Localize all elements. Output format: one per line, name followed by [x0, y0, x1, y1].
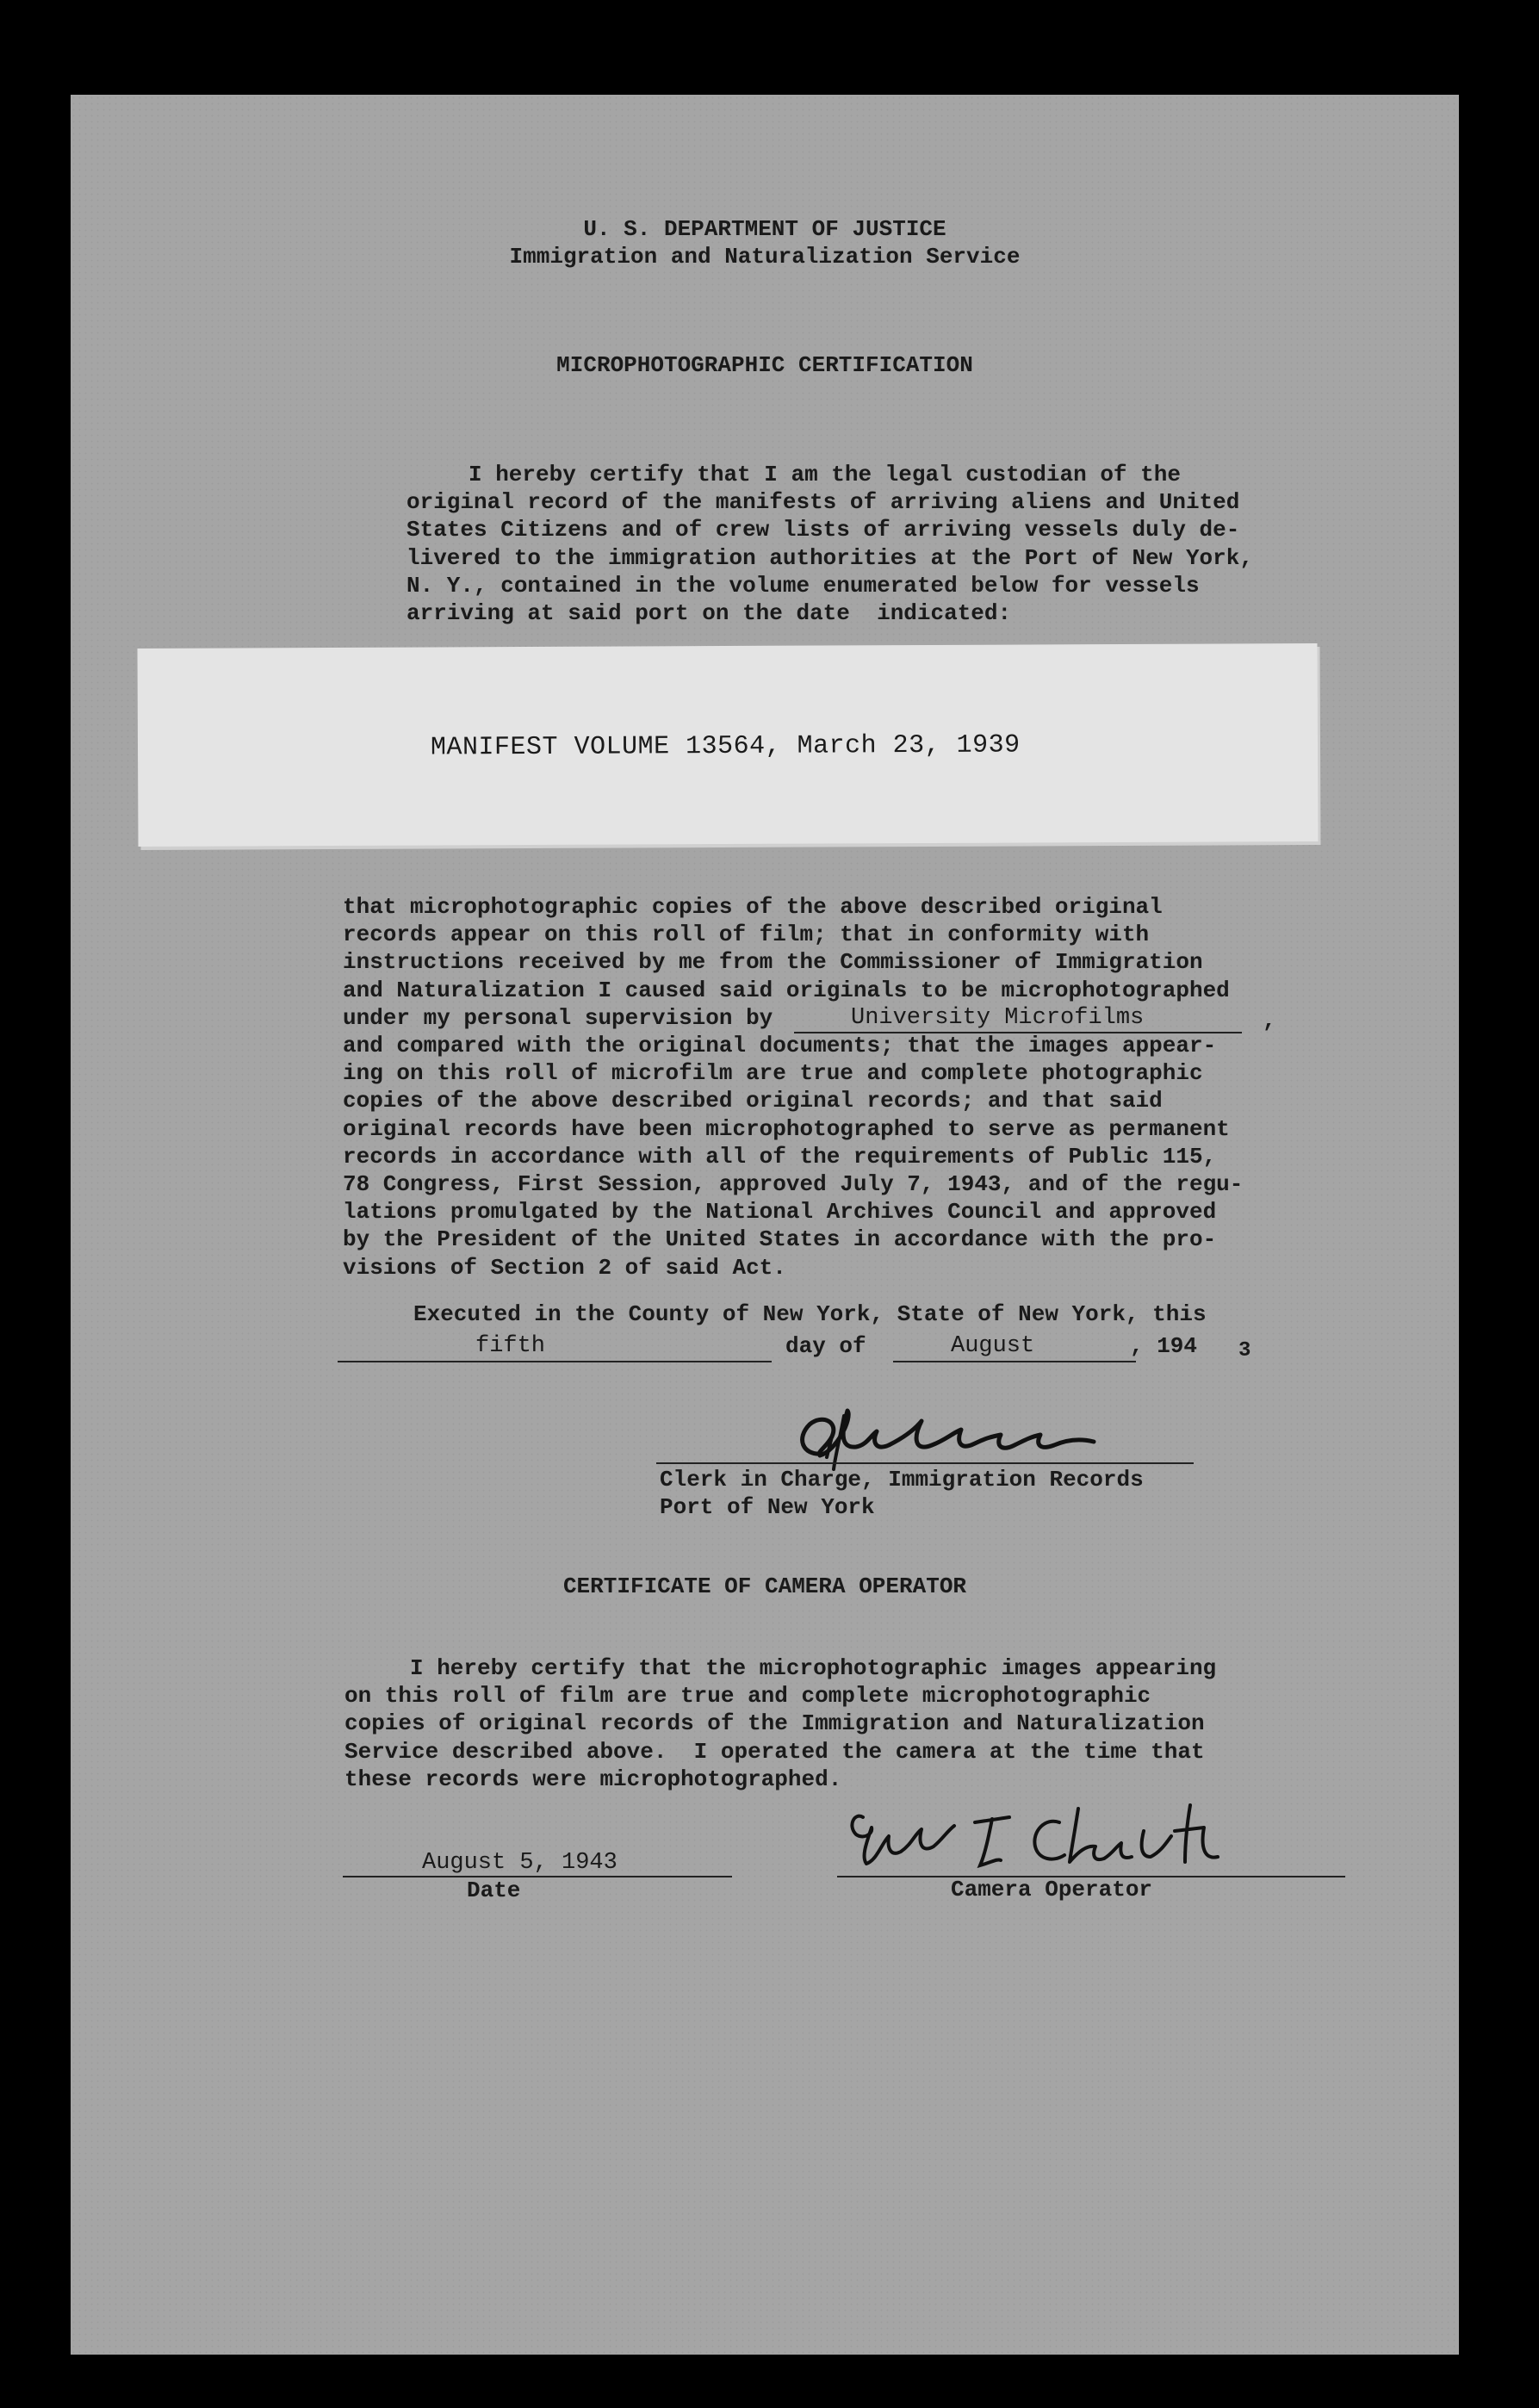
supervisor-underline — [794, 1032, 1242, 1033]
year-suffix: 3 — [1238, 1339, 1251, 1362]
paragraph-line: and Naturalization I caused said originals to be microphotographed — [343, 977, 1230, 1003]
paragraph-line: instructions received by me from the Commissioner of Immigration — [343, 949, 1203, 976]
operator-label: Camera Operator — [951, 1877, 1153, 1902]
manifest-slip — [138, 643, 1319, 847]
paragraph-line: records appear on this roll of film; that in conformity with — [343, 922, 1150, 948]
clerk-title: Clerk in Charge, Immigration Records — [660, 1467, 1144, 1493]
paragraph-line: Service described above. I operated the camera at the time that — [344, 1738, 1205, 1765]
certification-title: MICROPHOTOGRAPHIC CERTIFICATION — [556, 352, 973, 378]
department-heading: U. S. DEPARTMENT OF JUSTICE — [583, 216, 946, 242]
camera-operator-signature — [828, 1783, 1276, 1886]
paragraph-line: 78 Congress, First Session, approved July 7, 1943, and of the regu- — [343, 1171, 1244, 1198]
paragraph-line: that microphotographic copies of the above described original — [343, 894, 1163, 920]
month-underline — [893, 1361, 1136, 1362]
paragraph-line: original record of the manifests of arriving aliens and United — [406, 489, 1240, 516]
manifest-volume: MANIFEST VOLUME 13564, March 23, 1939 — [430, 730, 1021, 763]
paragraph-line: N. Y., contained in the volume enumerated below for vessels — [406, 572, 1200, 599]
service-heading: Immigration and Naturalization Service — [509, 244, 1021, 270]
paragraph-line: by the President of the United States in accordance with the pro- — [343, 1226, 1217, 1253]
certification-paragraph — [406, 461, 1253, 627]
paragraph-line: and compared with the original documents; that the images appear- — [343, 1033, 1217, 1059]
paragraph-line: under my personal supervision by — [343, 1004, 773, 1031]
paragraph-line: I hereby certify that the microphotographic images appearing — [410, 1655, 1217, 1681]
month-value: August — [951, 1333, 1035, 1359]
paragraph-line: on this roll of film are true and complete microphotographic — [344, 1683, 1151, 1710]
clerk-signature-line — [656, 1462, 1194, 1464]
day-value: fifth — [475, 1333, 546, 1359]
paragraph-line: visions of Section 2 of said Act. — [343, 1254, 786, 1281]
paragraph-line: livered to the immigration authorities at the Port of New York, — [406, 544, 1253, 571]
date-value: August 5, 1943 — [422, 1850, 617, 1876]
paragraph-line: arriving at said port on the date indicated: — [406, 600, 1012, 627]
document-page — [71, 95, 1459, 2355]
paragraph-line: records in accordance with all of the requirements of Public 115, — [343, 1143, 1217, 1170]
paragraph-line: these records were microphotographed. — [344, 1766, 842, 1792]
paragraph-line: lations promulgated by the National Archives Council and approved — [343, 1199, 1217, 1226]
paragraph-line: ing on this roll of microfilm are true and complete photographic — [343, 1060, 1203, 1087]
clerk-port: Port of New York — [660, 1494, 875, 1520]
paragraph-line: States Citizens and of crew lists of arriving vessels duly de- — [406, 517, 1240, 543]
date-label: Date — [467, 1877, 521, 1903]
paragraph-line: copies of original records of the Immigration and Naturalization — [344, 1710, 1205, 1737]
camera-paragraph — [344, 1654, 1216, 1793]
paragraph-line: copies of the above described original records; and that said — [343, 1088, 1163, 1114]
date-underline — [343, 1876, 732, 1877]
executed-text: Executed in the County of New York, State of New York, this — [413, 1301, 1207, 1327]
paragraph-line: original records have been microphotographed to serve as permanent — [343, 1115, 1230, 1142]
camera-operator-title: CERTIFICATE OF CAMERA OPERATOR — [562, 1573, 967, 1599]
paragraph-line: I hereby certify that I am the legal custodian of the — [469, 462, 1181, 487]
day-underline — [338, 1361, 772, 1362]
year-prefix: , 194 — [1130, 1333, 1198, 1359]
microfilm-paragraph — [343, 893, 1243, 1282]
supervisor-comma: , — [1263, 1008, 1276, 1033]
supervisor-value: University Microfilms — [851, 1005, 1145, 1031]
day-label: day of — [785, 1333, 866, 1359]
